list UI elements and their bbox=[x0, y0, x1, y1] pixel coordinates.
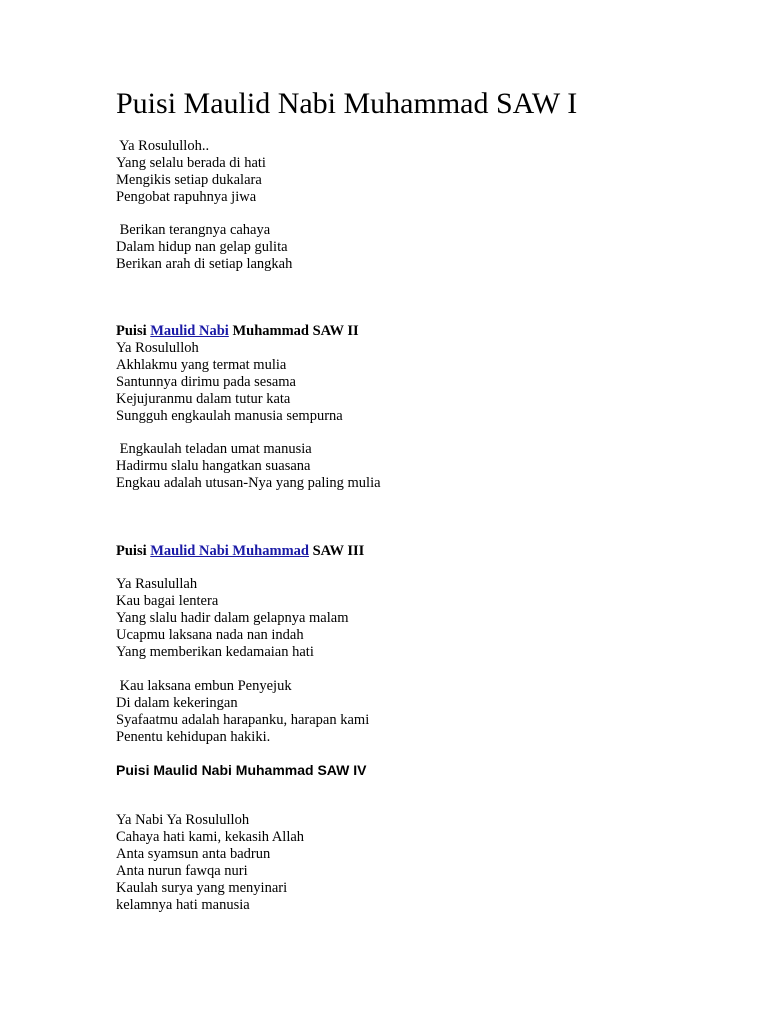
poem-line: Kau laksana embun Penyejuk bbox=[116, 678, 292, 694]
poem-line: Mengikis setiap dukalara bbox=[116, 172, 262, 188]
poem-line: Hadirmu slalu hangatkan suasana bbox=[116, 458, 311, 474]
poem-line: Pengobat rapuhnya jiwa bbox=[116, 189, 257, 205]
poem3-heading bbox=[116, 543, 364, 560]
poem1-stanza2 bbox=[116, 222, 292, 273]
poem-line: Anta nurun fawqa nuri bbox=[116, 863, 248, 879]
poem-line: Anta syamsun anta badrun bbox=[116, 846, 271, 862]
poem-line: Ucapmu laksana nada nan indah bbox=[116, 627, 304, 643]
poem2-stanza1 bbox=[116, 340, 343, 425]
heading-text: Muhammad SAW II bbox=[228, 323, 359, 339]
poem-line: kelamnya hati manusia bbox=[116, 897, 250, 913]
poem-line: Berikan terangnya cahaya bbox=[116, 222, 271, 238]
poem-line: Ya Rosululloh.. bbox=[116, 138, 210, 154]
poem-line: Di dalam kekeringan bbox=[116, 695, 238, 711]
poem3-stanza2 bbox=[116, 678, 369, 746]
poem-line: Syafaatmu adalah harapanku, harapan kami bbox=[116, 712, 370, 728]
page-title: Puisi Maulid Nabi Muhammad SAW I bbox=[116, 87, 578, 120]
poem-line: Sungguh engkaulah manusia sempurna bbox=[116, 408, 343, 424]
poem1-stanza1 bbox=[116, 138, 266, 206]
poem-line: Kaulah surya yang menyinari bbox=[116, 880, 288, 896]
poem-line: Kau bagai lentera bbox=[116, 593, 219, 609]
poem3-stanza1 bbox=[116, 576, 348, 661]
poem-line: Engkaulah teladan umat manusia bbox=[116, 441, 312, 457]
poem-line: Yang slalu hadir dalam gelapnya malam bbox=[116, 610, 349, 626]
heading-text: SAW III bbox=[308, 543, 365, 559]
poem-line: Dalam hidup nan gelap gulita bbox=[116, 239, 288, 255]
poem-line: Ya Rosululloh bbox=[116, 340, 199, 356]
poem-line: Santunnya dirimu pada sesama bbox=[116, 374, 296, 390]
poem4-stanza1 bbox=[116, 812, 304, 914]
poem-line: Yang memberikan kedamaian hati bbox=[116, 644, 314, 660]
poem4-heading: Puisi Maulid Nabi Muhammad SAW IV bbox=[116, 762, 367, 778]
poem-line: Berikan arah di setiap langkah bbox=[116, 256, 293, 272]
heading-text: Puisi bbox=[116, 323, 151, 339]
poem-line: Akhlakmu yang termat mulia bbox=[116, 357, 287, 373]
poem-line: Kejujuranmu dalam tutur kata bbox=[116, 391, 291, 407]
poem2-heading bbox=[116, 323, 359, 340]
poem-line: Engkau adalah utusan-Nya yang paling mulia bbox=[116, 475, 381, 491]
poem-line: Ya Nabi Ya Rosululloh bbox=[116, 812, 250, 828]
poem-line: Cahaya hati kami, kekasih Allah bbox=[116, 829, 305, 845]
poem-line: Penentu kehidupan hakiki. bbox=[116, 729, 271, 745]
poem2-stanza2 bbox=[116, 441, 381, 492]
heading-text: Puisi bbox=[116, 543, 151, 559]
maulid-nabi-muhammad-link[interactable]: Maulid Nabi Muhammad bbox=[150, 543, 309, 559]
poem-line: Yang selalu berada di hati bbox=[116, 155, 266, 171]
maulid-nabi-link[interactable]: Maulid Nabi bbox=[150, 323, 229, 339]
poem-line: Ya Rasulullah bbox=[116, 576, 198, 592]
